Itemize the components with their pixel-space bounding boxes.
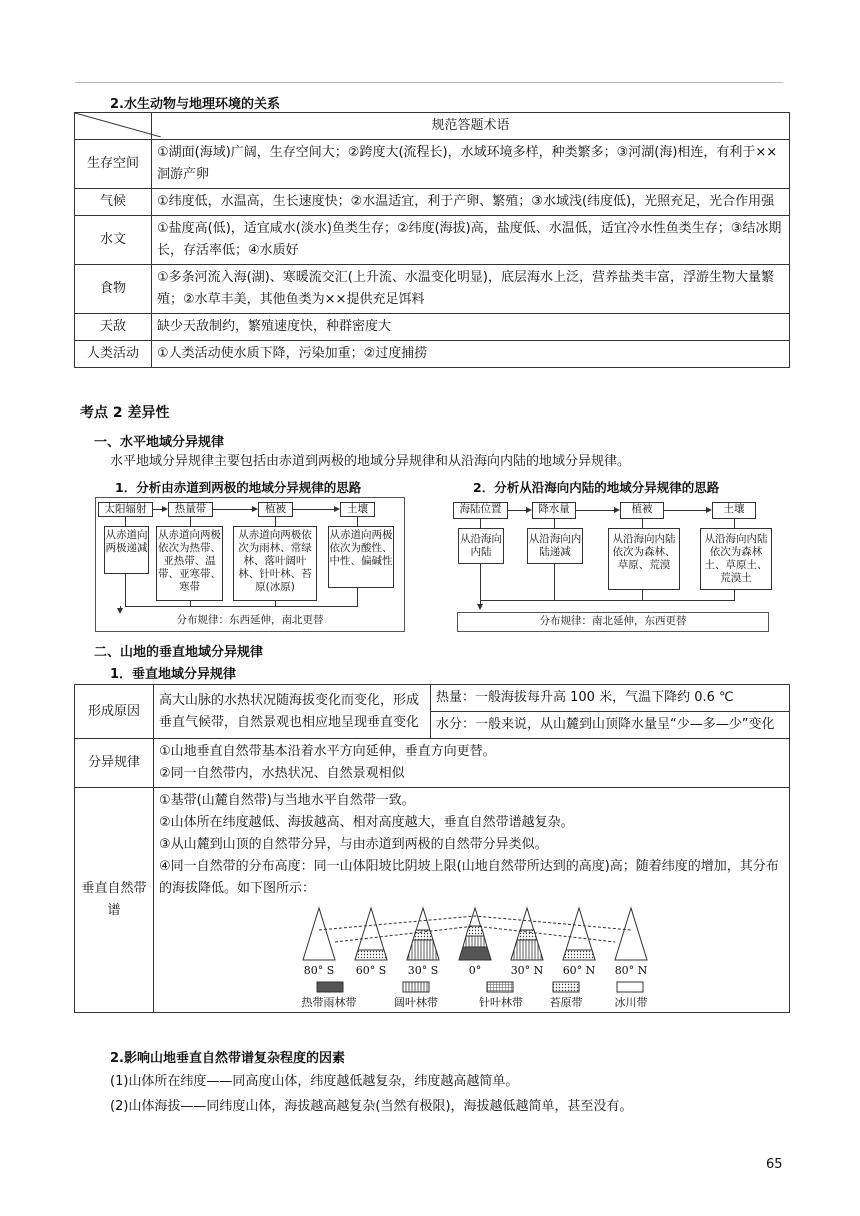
row-text: ①盐度高(低)，适宜咸水(淡水)鱼类生存；②纬度(海拔)高，盐度低、水温低，适宜冷水性鱼类生存；③结冰期长，存活率低；④水质好 <box>152 216 790 265</box>
legend-label: 冰川带 <box>614 996 648 1009</box>
row-label: 分异规律 <box>75 739 154 788</box>
d2-top-box: 植被 <box>620 502 664 519</box>
spectrum-line: ④同一自然带的分布高度：同一山体阳坡比阴坡上限(山地自然带所达到的高度)高；随着纬度的增加，其分布的海拔降低。如下图所示： <box>159 859 779 896</box>
row-label: 水文 <box>75 216 152 265</box>
kaodian-heading: 考点 2 差异性 <box>80 405 170 421</box>
d1-bottom: 分布规律：东西延伸，南北更替 <box>99 614 401 629</box>
section-title-2-2: 2.影响山地垂直自然带谱复杂程度的因素 <box>110 1051 345 1066</box>
subheading-horizontal: 一、水平地域分异规律 <box>94 435 225 450</box>
d1-top-box: 热量带 <box>168 502 213 517</box>
rule-cell <box>154 739 790 788</box>
lat-label: 60° S <box>355 964 387 977</box>
diagonal-cell <box>75 113 152 140</box>
rule-line: ①山地垂直自然带基本沿着水平方向延伸，垂直方向更替。 <box>159 744 496 759</box>
legend-swatch <box>553 982 579 992</box>
vertical-table <box>74 684 790 1013</box>
spectrum-line: ②山体所在纬度越低、海拔越高、相对高度越大，垂直自然带谱越复杂。 <box>159 815 574 830</box>
lat-label: 30° S <box>407 964 439 977</box>
d2-top-box: 土壤 <box>712 502 756 519</box>
d1-top-box: 太阳辐射 <box>98 502 153 517</box>
diagram2-title: 2．分析从沿海向内陆的地域分异规律的思路 <box>473 480 720 495</box>
d2-mid-box: 从沿海向内陆依次为森林土、草原土、荒漠土 <box>700 528 772 590</box>
aquatic-table <box>74 112 790 368</box>
row-text: ①多条河流入海(湖)、寒暖流交汇(上升流、水温变化明显)，底层海水上泛，营养盐类丰富，浮游生物大量繁殖；②水草丰美，其他鱼类为××提供充足饵料 <box>152 265 790 314</box>
mountain-diagram <box>291 902 711 1010</box>
d2-mid-box: 从沿海向内陆递减 <box>527 528 583 564</box>
diagram1-title: 1．分析由赤道到两极的地域分异规律的思路 <box>115 480 362 495</box>
cause-text: 高大山脉的水热状况随海拔变化而变化，形成垂直气候带，自然景观也相应地呈现垂直变化 <box>154 685 431 739</box>
legend-label: 苔原带 <box>549 996 583 1009</box>
table-row <box>75 216 790 265</box>
row-label: 形成原因 <box>75 685 154 739</box>
table-row <box>75 265 790 314</box>
legend-swatch <box>317 982 343 992</box>
subheading-vertical: 二、山地的垂直地域分异规律 <box>94 645 264 660</box>
spectrum-line: ③从山麓到山顶的自然带分异，与由赤道到两极的自然带分异类似。 <box>159 837 548 852</box>
legend-label: 针叶林带 <box>479 996 523 1009</box>
d2-top-box: 海陆位置 <box>453 502 508 519</box>
row-text: ①纬度低，水温高，生长速度快；②水温适宜，利于产卵、繁殖；③水域浅(纬度低)，光照充足，光合作用强 <box>152 189 790 216</box>
rule-line: ②同一自然带内，水热状况、自然景观相似 <box>159 766 405 781</box>
intro-text: 水平地域分异规律主要包括由赤道到两极的地域分异规律和从沿海向内陆的地域分异规律。 <box>110 454 631 469</box>
lat-label: 60° N <box>562 964 596 977</box>
row-text: 缺少天敌制约，繁殖速度快，种群密度大 <box>152 314 790 341</box>
legend-swatch <box>403 982 429 992</box>
row-text: ①湖面(海域)广阔，生存空间大；②跨度大(流程长)，水域环境多样，种类繁多；③河湖(海)相连，有利于××洄游产卵 <box>152 140 790 189</box>
legend-swatch <box>487 982 513 992</box>
row-text: ①人类活动使水质下降，污染加重；②过度捕捞 <box>152 341 790 368</box>
row-label: 生存空间 <box>75 140 152 189</box>
legend-swatch <box>617 982 643 992</box>
page-number: 65 <box>766 1157 783 1172</box>
table-row <box>75 140 790 189</box>
d2-mid-box: 从沿海向内陆 <box>458 528 504 564</box>
d1-top-box: 植被 <box>258 502 293 517</box>
d1-top-box: 土壤 <box>340 502 375 517</box>
water-text: 水分：一般来说，从山麓到山顶降水量呈“少—多—少”变化 <box>431 712 790 739</box>
d2-bottom: 分布规律：南北延伸，东西更替 <box>460 615 766 630</box>
factor-line: (2)山体海拔——同纬度山体，海拔越高越复杂(当然有极限)，海拔越低越简单，甚至没有。 <box>110 1099 633 1114</box>
legend-label: 阔叶林带 <box>394 996 438 1009</box>
row-label: 垂直自然带谱 <box>75 788 154 1013</box>
row-label: 人类活动 <box>75 341 152 368</box>
table-header: 规范答题术语 <box>152 113 790 140</box>
section-title: 2.水生动物与地理环境的关系 <box>110 97 280 112</box>
d1-mid-box: 从赤道向两极依次为雨林、常绿林、落叶阔叶林、针叶林、苔原(冰原) <box>233 526 317 601</box>
table-row <box>75 189 790 216</box>
d1-mid-box: 从赤道向两极依次为热带、亚热带、温带、亚寒带、寒带 <box>156 526 223 601</box>
d2-mid-box: 从沿海向内陆依次为森林、草原、荒漠 <box>608 528 680 590</box>
subheading-vertical-1: 1．垂直地域分异规律 <box>110 667 237 682</box>
lat-label: 0° <box>468 964 482 977</box>
lat-label: 30° N <box>510 964 544 977</box>
d2-top-box: 降水量 <box>532 502 576 519</box>
row-label: 气候 <box>75 189 152 216</box>
spectrum-line: ①基带(山麓自然带)与当地水平自然带一致。 <box>159 793 415 808</box>
heat-text: 热量：一般海拔每升高 100 米，气温下降约 0.6 ℃ <box>431 685 790 712</box>
d1-mid-box: 从赤道向两极依次为酸性、中性、偏碱性 <box>328 526 394 588</box>
table-row <box>75 341 790 368</box>
legend-label: 热带雨林带 <box>301 996 357 1009</box>
lat-label: 80° S <box>303 964 335 977</box>
factor-line: (1)山体所在纬度——同高度山体，纬度越低越复杂，纬度越高越简单。 <box>110 1074 519 1089</box>
table-row <box>75 314 790 341</box>
d1-mid-box: 从赤道向两极递减 <box>104 526 149 574</box>
header-rule <box>75 82 783 83</box>
row-label: 天敌 <box>75 314 152 341</box>
spectrum-cell <box>154 788 790 1013</box>
lat-label: 80° N <box>614 964 648 977</box>
row-label: 食物 <box>75 265 152 314</box>
